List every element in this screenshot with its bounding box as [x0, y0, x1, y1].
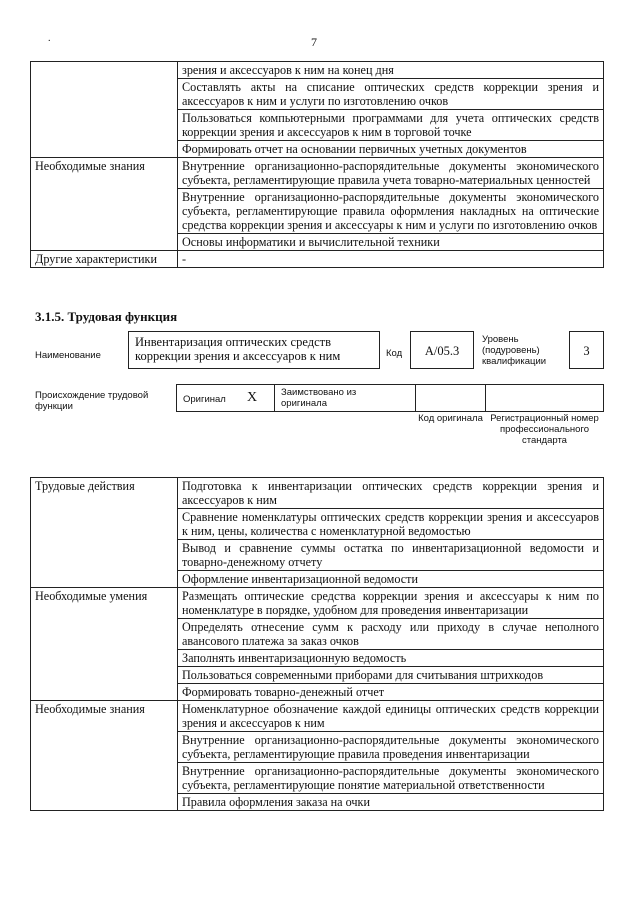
origin-label: Происхождение трудовой функции: [35, 390, 149, 412]
original-cell: [176, 384, 275, 412]
name-value: Инвентаризация оптических средств коррекции зрения и аксессуаров к ним: [128, 331, 380, 369]
table-row: [31, 251, 604, 268]
row-text: Внутренние организационно-распорядительные документы экономического субъекта, регламентирующие понятие материальной ответственности: [178, 763, 604, 794]
level-label: Уровень (подуровень) квалификации: [482, 334, 547, 367]
table-row: [31, 62, 604, 79]
row-text: Подготовка к инвентаризации оптических средств коррекции зрения и аксессуаров к ним: [178, 478, 604, 509]
reg-number-caption: Регистрационный номер профессионального стандарта: [490, 413, 599, 446]
code-value: A/05.3: [410, 331, 474, 369]
bottom-table: [30, 477, 604, 811]
row-text: Основы информатики и вычислительной техники: [178, 234, 604, 251]
row-text: Пользоваться современными приборами для считывания штрихкодов: [178, 667, 604, 684]
row-text: Сравнение номенклатуры оптических средств коррекции зрения и аксессуаров к ним, цены, количества с номенклатурной ведомостью: [178, 509, 604, 540]
top-table: [30, 61, 604, 268]
page-number: 7: [311, 35, 317, 49]
row-label: Трудовые действия: [31, 478, 178, 588]
row-label: [31, 62, 178, 158]
table-row: [31, 478, 604, 509]
row-text: Оформление инвентаризационной ведомости: [178, 571, 604, 588]
code-label: Код: [386, 348, 403, 359]
level-value: 3: [569, 331, 604, 369]
row-text: Формировать отчет на основании первичных учетных документов: [178, 141, 604, 158]
code-original-caption: Код оригинала: [418, 413, 483, 424]
row-text: Внутренние организационно-распорядительные документы экономического субъекта, регламентирующие правила оформления накладных на оптические средства коррекции зрения и аксессуары к ним и услуги по изготовлению очков: [178, 189, 604, 234]
code-original-cell: [415, 384, 486, 412]
table-row: [31, 701, 604, 732]
row-text: Правила оформления заказа на очки: [178, 794, 604, 811]
table-row: [31, 158, 604, 189]
row-text: Внутренние организационно-распорядительные документы экономического субъекта, регламентирующие правила проведения инвентаризации: [178, 732, 604, 763]
row-text: Внутренние организационно-распорядительные документы экономического субъекта, регламентирующие правила учета товарно-материальных ценностей: [178, 158, 604, 189]
row-label: Необходимые умения: [31, 588, 178, 701]
borrowed-label: Заимствовано из оригинала: [281, 387, 357, 409]
borrowed-cell: [274, 384, 416, 412]
row-text: Номенклатурное обозначение каждой единицы оптических средств коррекции зрения и аксессуаров к ним: [178, 701, 604, 732]
original-mark: X: [247, 390, 258, 405]
row-label: Необходимые знания: [31, 158, 178, 251]
row-label: Необходимые знания: [31, 701, 178, 811]
row-text: Составлять акты на списание оптических средств коррекции зрения и аксессуаров к ним и услуги по изготовлению очков: [178, 79, 604, 110]
row-text: -: [178, 251, 604, 268]
row-text: Вывод и сравнение суммы остатка по инвентаризационной ведомости и товарно-денежному отчету: [178, 540, 604, 571]
original-label: Оригинал: [183, 394, 226, 405]
reg-number-cell: [485, 384, 604, 412]
row-text: зрения и аксессуаров к ним на конец дня: [178, 62, 604, 79]
row-text: Пользоваться компьютерными программами для учета оптических средств коррекции зрения и аксессуаров к ним в торговой точке: [178, 110, 604, 141]
name-label: Наименование: [35, 350, 101, 361]
table-row: [31, 588, 604, 619]
row-label: Другие характеристики: [31, 251, 178, 268]
section-heading: 3.1.5. Трудовая функция: [35, 309, 178, 324]
row-text: Заполнять инвентаризационную ведомость: [178, 650, 604, 667]
row-text: Размещать оптические средства коррекции зрения и аксессуары к ним по номенклатуре в порядке, удобном для проведения инвентаризации: [178, 588, 604, 619]
page-mark: .: [48, 33, 51, 44]
row-text: Определять отнесение сумм к расходу или приходу в случае неполного авансового платежа за заказ очков: [178, 619, 604, 650]
row-text: Формировать товарно-денежный отчет: [178, 684, 604, 701]
